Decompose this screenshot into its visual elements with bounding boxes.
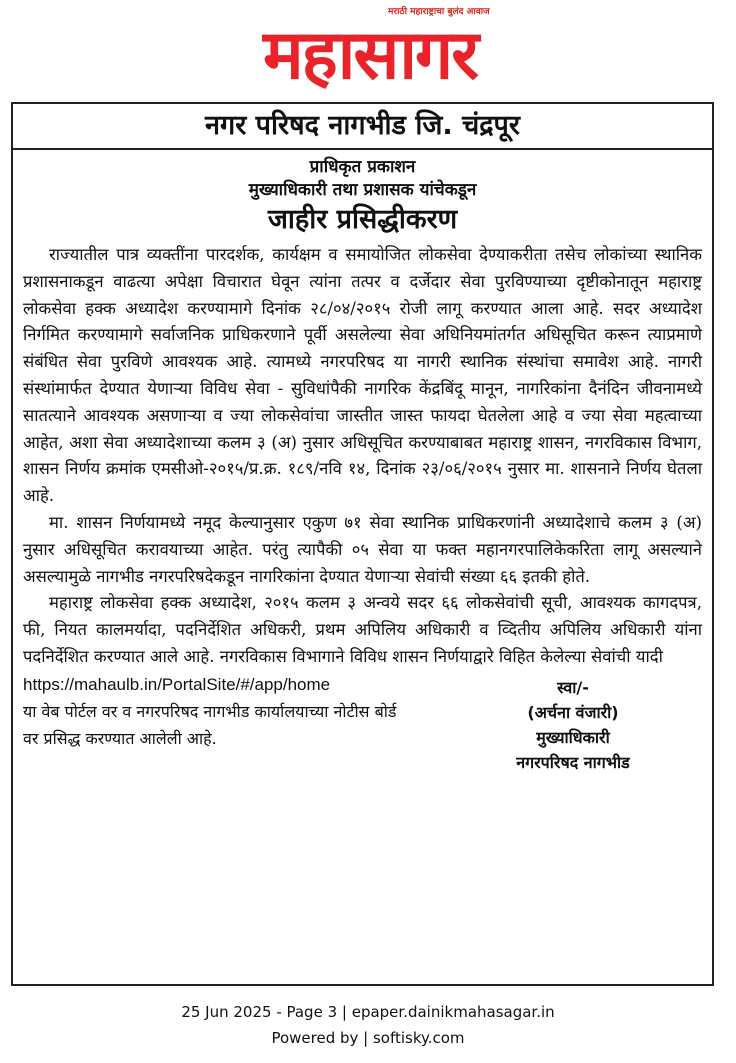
notice-subtitle-authorized: प्राधिकृत प्रकाशन xyxy=(309,157,416,177)
footer-page-info[interactable]: 25 Jun 2025 - Page 3 | epaper.dainikmahasagar.in xyxy=(181,1003,555,1021)
signature-mark: स्वा/- xyxy=(557,677,589,697)
notice-subtitle-issuer: मुख्याधिकारी तथा प्रशासक यांचेकडून xyxy=(248,180,477,200)
notice-body xyxy=(13,242,712,671)
notice-paragraph-3: महाराष्ट्र लोकसेवा हक्क अध्यादेश, २०१५ कलम ३ अन्वये सदर ६६ लोकसेवांची सूची, आवश्यक कागदपत्र, फी, नियत कालमर्यादा, पदनिर्देशित अधिकरी, प्रथम अपिलिय अधिकारी व व्दितीय अपिलिय अधिकारी यांना पदनिर्देशित करण्यात आले आहे. नगरविकास विभागाने विविध शासन निर्णयाद्वारे विहित केलेल्या सेवांची यादी xyxy=(23,593,702,666)
signature-block xyxy=(463,675,683,775)
portal-url[interactable]: https://mahaulb.in/PortalSite/#/app/home xyxy=(23,674,331,694)
masthead-tagline: मराठी महाराष्ट्राचा बुलंद आवाज xyxy=(388,7,490,17)
notice-bottom xyxy=(13,671,712,791)
signatory-office: नगरपरिषद नागभीड xyxy=(516,752,630,772)
closing-text: या वेब पोर्टल वर व नगरपरिषद नागभीड कार्यालयाच्या नोटीस बोर्ड वर प्रसिद्ध करण्यात आलेली आहे. xyxy=(23,701,397,748)
notice-closing xyxy=(23,671,413,752)
notice-paragraph-1: राज्यातील पात्र व्यक्तींना पारदर्शक, कार्यक्षम व समायोजित लोकसेवा देण्याकरीता तसेच लोकांच्या स्थानिक प्रशासनाकडून वाढत्या अपेक्षा विचारात घेवून त्यांना तत्पर व दर्जेदार सेवा पुरविण्याच्या दृष्टीकोनातून महाराष्ट्र लोकसेवा हक्क अध्यादेश करण्यामागे दिनांक २८/०४/२०१५ रोजी लागू करण्यात आला आहे. सदर अध्यादेश निर्गमित करण्यामागे सर्वाजनिक प्राधिकरणाने पूर्वी असलेल्या सेवा अधिनियमांतर्गत अधिसूचित करून त्याप्रमाणे संबंधित सेवा पुरविणे आवश्यक आहे. त्यामध्ये नगरपरिषद या नागरी स्थानिक संस्थांचा समावेश आहे. नागरी संस्थांमार्फत देण्यात येणाऱ्या विविध सेवा - सुविधांपैकी नागरिक केंद्रबिंदू मानून, नागरिकांना दैनंदिन जीवनामध्ये सातत्याने आवश्यक असणाऱ्या व ज्या लोकसेवांचा जास्तीत जास्त फायदा घेतलेला आहे व ज्या सेवा महत्वाच्या आहेत, अशा सेवा अध्यादेशाच्या कलम ३ (अ) नुसार अधिसूचित करण्याबाबत महाराष्ट्र शासन, नगरविकास विभाग, शासन निर्णय क्रमांक एमसीओ-२०१५/प्र.क्र. १८९/नवि १४, दिनांक २३/०६/२०१५ नुसार मा. शासनाने निर्णय घेतला आहे. xyxy=(23,245,702,506)
public-notice xyxy=(11,102,714,986)
notice-heading: नगर परिषद नागभीड जि. चंद्रपूर xyxy=(13,104,712,150)
masthead xyxy=(200,4,540,100)
signatory-designation: मुख्याधिकारी xyxy=(536,727,610,747)
notice-paragraph-2: मा. शासन निर्णयामध्ये नमूद केल्यानुसार एकुण ७१ सेवा स्थानिक प्राधिकरणांनी अध्यादेशाचे कलम ३ (अ) नुसार अधिसूचित करावयाच्या आहेत. परंतु त्यापैकी ०५ सेवा या फक्त महानगरपालिकेकरिता लागू असल्याने असल्यामुळे नागभीड नगरपरिषदेकडून नागरिकांना देण्यात येणाऱ्या सेवांची संख्या ६६ इतकी होते. xyxy=(23,512,702,586)
newspaper-logo: महासागर xyxy=(262,16,478,95)
footer-powered-by[interactable]: Powered by | softisky.com xyxy=(271,1029,465,1047)
signatory-name: (अर्चना वंजारी) xyxy=(527,702,619,722)
notice-title: जाहीर प्रसिद्धीकरण xyxy=(267,204,458,235)
